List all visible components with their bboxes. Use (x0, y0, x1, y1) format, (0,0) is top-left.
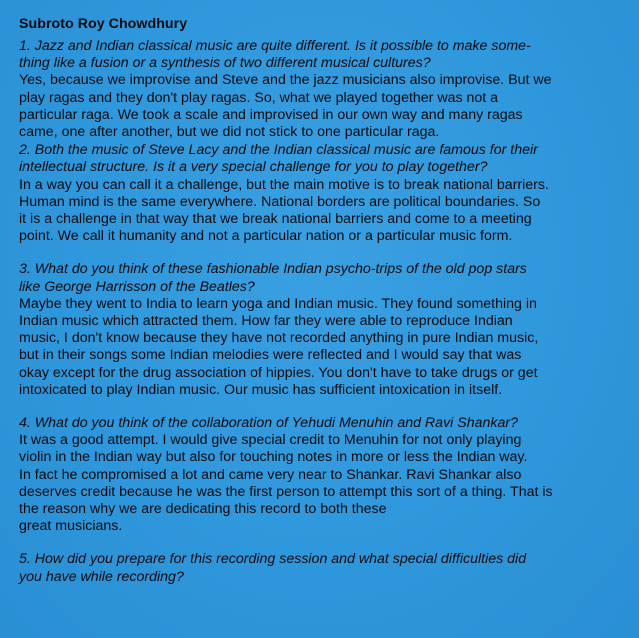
qa-section-1 (19, 38, 631, 141)
answer-line: it is a challenge in that way that we break national barriers and come to a meeting (19, 211, 532, 228)
answer-line: great musicians. (19, 518, 123, 535)
question-line: 2. Both the music of Steve Lacy and the Indian classical music are famous for their (19, 142, 538, 159)
answer-line: play ragas and they don't play ragas. So, what we played together was not a (19, 89, 499, 106)
answer-line: the reason why we are dedicating this record to both these (19, 501, 387, 518)
interviewee-name: Subroto Roy Chowdhury (19, 16, 188, 32)
answer-line: Maybe they went to India to learn yoga and Indian music. They found something in (19, 295, 537, 312)
answer-2 (19, 177, 631, 246)
qa-section-4 (19, 415, 631, 535)
answer-line: It was a good attempt. I would give special credit to Menuhin for not only playing (19, 432, 522, 449)
question-line: 4. What do you think of the collaboration of Yehudi Menuhin and Ravi Shankar? (19, 415, 518, 432)
answer-4 (19, 432, 631, 535)
answer-line: intoxicated to play Indian music. Our music has sufficient intoxication in itself. (19, 381, 503, 398)
answer-line: particular raga. We took a scale and improvised in our own way and many ragas (19, 106, 523, 123)
answer-line: Indian music which attracted them. How far they were able to reproduce Indian (19, 313, 513, 330)
answer-line: In a way you can call it a challenge, but the main motive is to break national barriers. (19, 176, 549, 193)
question-line: 3. What do you think of these fashionable Indian psycho-trips of the old pop stars (19, 261, 527, 278)
answer-line: came, one after another, but we did not stick to one particular raga. (19, 124, 440, 141)
question-1 (19, 38, 631, 72)
qa-section-2 (19, 142, 631, 245)
question-line: intellectual structure. Is it a very special challenge for you to play together? (19, 159, 488, 176)
answer-line: music, I don't know because they have not recorded anything in pure Indian music, (19, 330, 539, 347)
answer-line: point. We call it humanity and not a particular nation or a particular music form. (19, 228, 513, 245)
answer-1 (19, 72, 631, 141)
question-line: 5. How did you prepare for this recording session and what special difficulties did (19, 551, 527, 568)
qa-section-5 (19, 551, 631, 585)
answer-line: Human mind is the same everywhere. National borders are political boundaries. So (19, 193, 541, 210)
answer-line: but in their songs some Indian melodies were reflected and I would say that was (19, 347, 522, 364)
question-2 (19, 142, 631, 176)
question-4 (19, 415, 631, 432)
interview-page (19, 16, 631, 586)
question-line: thing like a fusion or a synthesis of two different musical cultures? (19, 55, 431, 72)
question-line: you have while recording? (19, 568, 184, 585)
question-line: 1. Jazz and Indian classical music are quite different. Is it possible to make some- (19, 38, 531, 54)
answer-line: violin in the Indian way but also for touching notes in more or less the Indian way. (19, 449, 528, 466)
answer-3 (19, 296, 631, 399)
question-line: like George Harrisson of the Beatles? (19, 278, 255, 295)
answer-line: deserves credit because he was the first person to attempt this sort of a thing. That is (19, 483, 553, 500)
qa-section-3 (19, 261, 631, 399)
answer-line: okay except for the drug association of hippies. You don't have to take drugs or get (19, 364, 538, 381)
question-5 (19, 551, 631, 585)
answer-line: In fact he compromised a lot and came very near to Shankar. Ravi Shankar also (19, 466, 522, 483)
question-3 (19, 261, 631, 295)
answer-line: Yes, because we improvise and Steve and the jazz musicians also improvise. But we (19, 72, 552, 89)
